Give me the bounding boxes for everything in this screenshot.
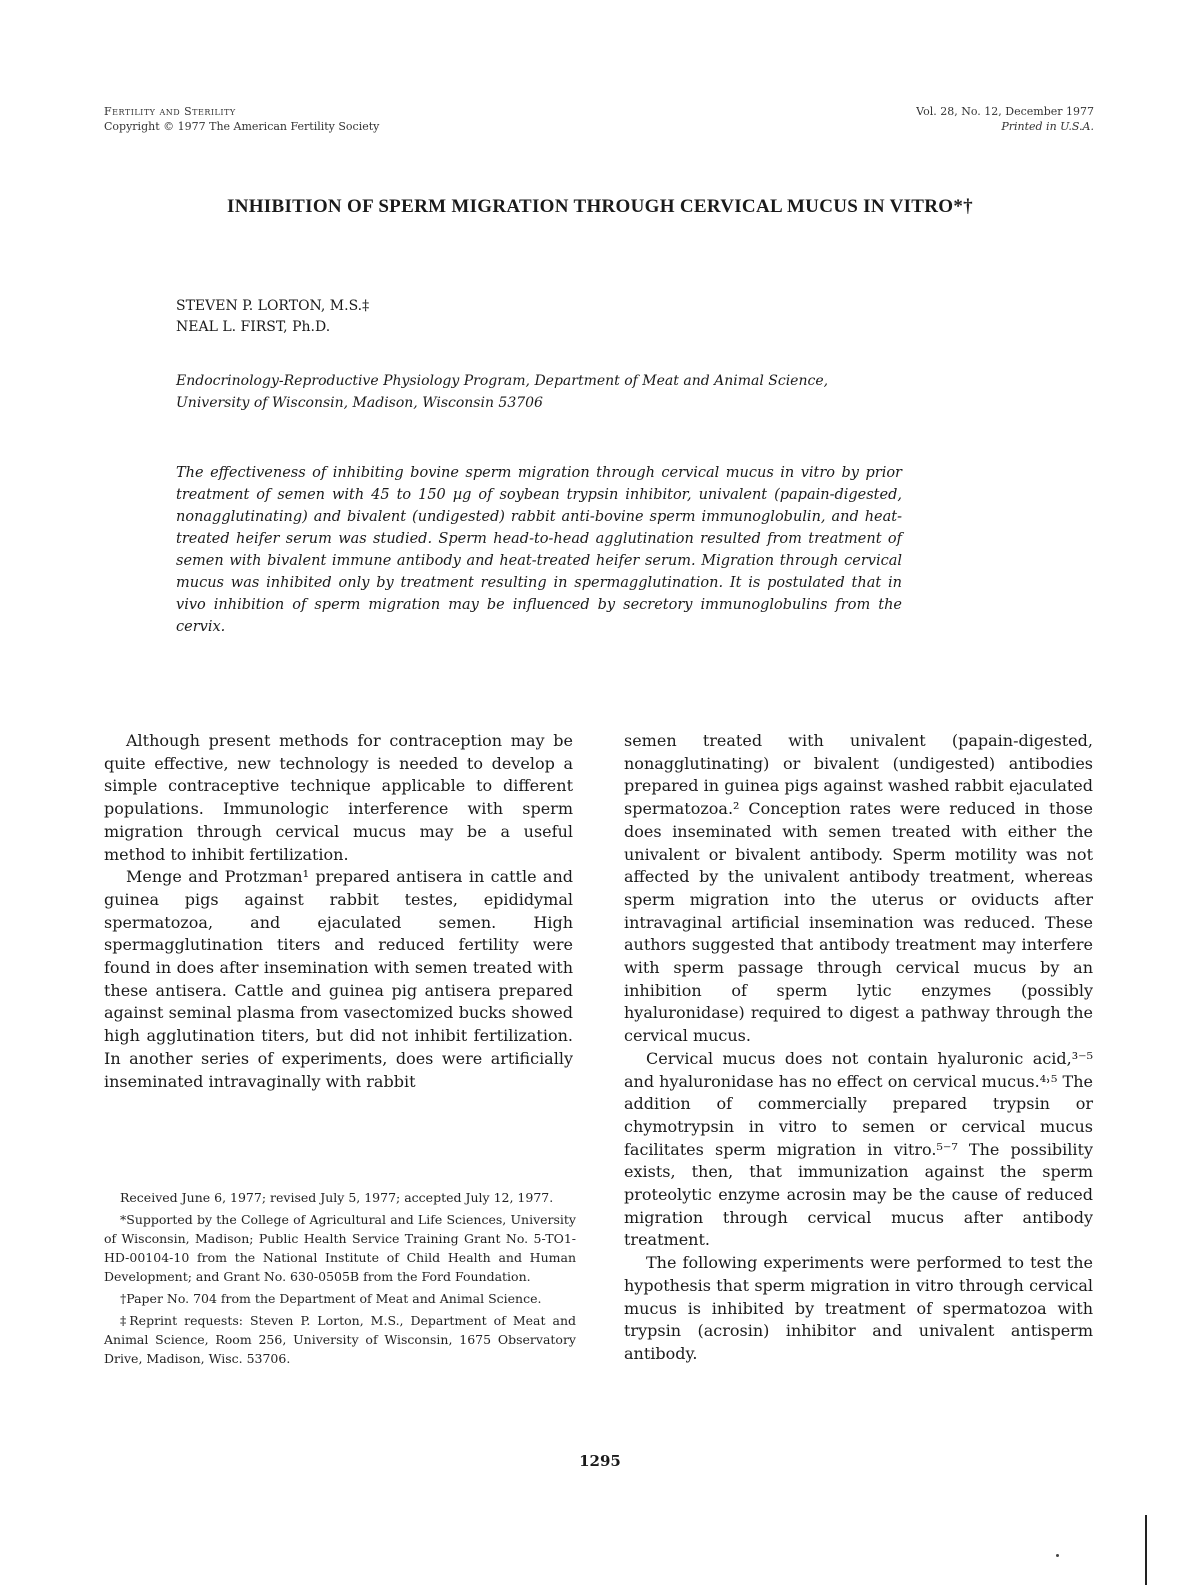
affiliation-line: University of Wisconsin, Madison, Wisconsin 53706 [176, 395, 543, 411]
author-list [176, 296, 369, 338]
body-column-left [104, 730, 573, 1093]
journal-name: Fertility and Sterility [104, 105, 236, 118]
affiliation [176, 370, 828, 414]
footnotes [104, 1188, 576, 1371]
author-name: NEAL L. FIRST, Ph.D. [176, 319, 331, 335]
scan-edge-mark [1145, 1515, 1147, 1585]
paper-number-note: †Paper No. 704 from the Department of Meat and Animal Science. [120, 1291, 542, 1306]
journal-header [104, 104, 379, 134]
body-paragraph: Cervical mucus does not contain hyaluronic acid,³⁻⁵ and hyaluronidase has no effect on cervical mucus.⁴˒⁵ The addition of commercially prepared trypsin or chymotrypsin in vitro to semen or cervical mucus facilitates sperm migration in vitro.⁵⁻⁷ The possibility exists, then, that immunization against the sperm proteolytic enzyme acrosin may be the cause of reduced migration through cervical mucus after antibody treatment. [624, 1048, 1093, 1250]
copyright-line: Copyright © 1977 The American Fertility Society [104, 120, 380, 133]
body-paragraph: Menge and Protzman¹ prepared antisera in cattle and guinea pigs against rabbit testes, epididymal spermatozoa, and ejaculated semen. High spermagglutination titers and reduced fertility were found in does after insemination with semen treated with these antisera. Cattle and guinea pig antisera prepared against seminal plasma from vasectomized bucks showed high agglutination titers, but did not inhibit fertilization. In another series of experiments, does were artificially inseminated intravaginally with rabbit [104, 867, 573, 1091]
body-paragraph: semen treated with univalent (papain-digested, nonagglutinating) or bivalent (undigested) antibodies prepared in guinea pigs against washed rabbit ejaculated spermatozoa.² Conception rates were reduced in those does inseminated with semen treated with either the univalent or bivalent antibody. Sperm motility was not affected by the univalent antibody treatment, whereas sperm migration into the uterus or oviducts after intravaginal artificial insemination was reduced. These authors suggested that antibody treatment may interfere with sperm passage through cervical mucus by an inhibition of sperm lytic enzymes (possibly hyaluronidase) required to digest a pathway through the cervical mucus. [624, 731, 1093, 1046]
article-title: INHIBITION OF SPERM MIGRATION THROUGH CERVICAL MUCUS IN VITRO*† [227, 196, 973, 217]
abstract: The effectiveness of inhibiting bovine sperm migration through cervical mucus in vitro by prior treatment of semen with 45 to 150 µg of soybean trypsin inhibitor, univalent (papain-digested, nonagglutinating) and bivalent (undigested) rabbit anti-bovine sperm immunoglobulin, and heat-treated heifer serum was studied. Sperm head-to-head agglutination resulted from treatment of semen with bivalent immune antibody and heat-treated heifer serum. Migration through cervical mucus was inhibited only by treatment resulting in spermagglutination. It is postulated that in vivo inhibition of sperm migration may be influenced by secretory immunoglobulins from the cervix. [176, 465, 902, 635]
printed-line: Printed in U.S.A. [1001, 120, 1094, 133]
body-column-right [624, 730, 1093, 1366]
affiliation-line: Endocrinology-Reproductive Physiology Program, Department of Meat and Animal Science, [176, 373, 829, 389]
body-paragraph: Although present methods for contraception may be quite effective, new technology is needed to develop a simple contraceptive technique applicable to different populations. Immunologic interference with sperm migration through cervical mucus may be a useful method to inhibit fertilization. [104, 731, 573, 864]
issue-header [780, 104, 1094, 134]
page-number: 1295 [579, 1452, 621, 1470]
scan-dot-mark [1056, 1554, 1059, 1557]
received-dates-note: Received June 6, 1977; revised July 5, 1977; accepted July 12, 1977. [120, 1190, 554, 1205]
reprint-request-note: ‡Reprint requests: Steven P. Lorton, M.S., Department of Meat and Animal Science, Room 256, University of Wisconsin, 1675 Observatory Drive, Madison, Wisc. 53706. [104, 1313, 576, 1366]
support-note: *Supported by the College of Agricultural and Life Sciences, University of Wisconsin, Madison; Public Health Service Training Grant No. 5-TO1-HD-00104-10 from the National Institute of Child Health and Human Development; and Grant No. 630-0505B from the Ford Foundation. [104, 1212, 576, 1284]
volume-line: Vol. 28, No. 12, December 1977 [916, 105, 1094, 118]
author-name: STEVEN P. LORTON, M.S.‡ [176, 298, 370, 314]
body-paragraph: The following experiments were performed to test the hypothesis that sperm migration in vitro through cervical mucus is inhibited by treatment of spermatozoa with trypsin (acrosin) inhibitor and univalent antisperm antibody. [624, 1253, 1093, 1363]
